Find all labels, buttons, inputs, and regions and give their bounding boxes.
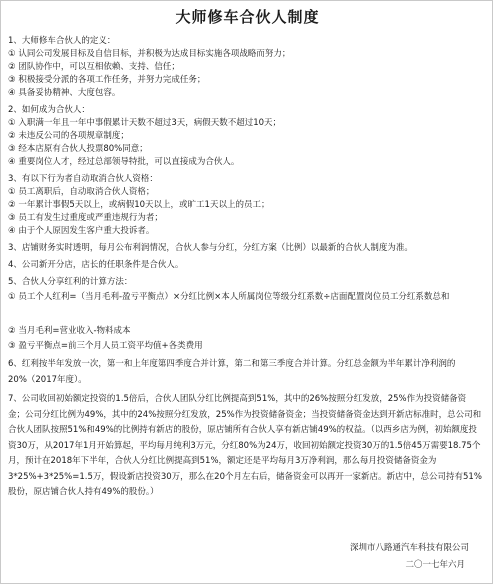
list-item: ③ 积极接受分派的各项工作任务，并努力完成任务； — [8, 75, 206, 85]
formula-text: ① 员工个人红利=（当月毛利-盈亏平衡点）×分红比例×本人所属岗位等级分红系数÷店面配置岗位员工分红系数总和 — [8, 292, 450, 302]
section-7-paragraph: 7、公司收回初始额定投资的1.5倍后，合伙人团队分红比例提高到51%，其中的26%按照分红发放，25%作为投资储备资金；公司分红比例为49%，其中的24%按照分红发放，25%作为投资储备资金；当投资储备资金达到开新店标准时，总公司和合伙人团队按照51%和49%的比例持有新店的股份，原店铺所有合伙人享有新店铺49%的权益。（以西乡店为例，初始额度投资30万，从2017年1月开始算起，平均每月纯利3万元，分红80%为24万，收回初始额定投资30万的1.5倍45万需要18.75个月，预计在2018年下半年，合伙人分红比例提高到51%，额定还是平均每月3万净利润，那么每月投资储备资金为3*25%+3*25%=1.5万，假设新店投资30万，那么在20个月左右后，储备资金可以再开一家新店。新店中，总公司持有51%股份，原店铺合伙人持有49%的股份。） — [8, 394, 482, 497]
list-item: ① 认同公司发展目标及自信目标，并积极为达成目标实施各项战略而努力； — [8, 49, 291, 59]
document-date: 二〇一七年六月 — [405, 560, 465, 570]
list-item: ① 入职满一年且一年中事假累计天数不超过3天，病假天数不超过10天； — [8, 118, 282, 128]
section-4-paragraph: 4、公司新开分店，店长的任职条件是合伙人。 — [8, 260, 184, 270]
section-3-heading: 3、有以下行为者自动取消合伙人资格： — [8, 174, 158, 184]
section-5-heading: 5、合伙人分享红利的计算方法： — [8, 277, 133, 287]
list-item: ③ 员工有发生过重度或严重违规行为者； — [8, 213, 163, 223]
section-1-heading: 1、大师修车合伙人的定义： — [8, 36, 116, 46]
list-item: ② 未违反公司的各项规章制度； — [8, 131, 129, 141]
list-item: ④ 由于个人原因发生客户重大投诉者。 — [8, 226, 155, 236]
section-6-paragraph: 6、红利按半年发放一次，第一和上年度第四季度合并计算，第二和第三季度合并计算。分红总金额为半年累计净利润的20%（2017年度）。 — [8, 359, 456, 385]
section-2-heading: 2、如何成为合伙人： — [8, 105, 90, 115]
list-item: ② 一年累计事假5天以上，或病假10天以上，或旷工1天以上的员工； — [8, 200, 270, 210]
list-item: ④ 重要岗位人才，经过总部领导特批，可以直接成为合伙人。 — [8, 157, 240, 167]
formula-individual-bonus — [8, 289, 482, 305]
section-3b-paragraph: 3、店铺财务实时透明，每月公布利润情况，合伙人参与分红，分红方案（比例）以最新的合伙人制度为准。 — [8, 243, 413, 253]
list-item: ② 团队协作中，可以互相依赖、支持、信任； — [8, 62, 180, 72]
formula-breakeven: ③ 盈亏平衡点=前三个月人员工资平均值+各类费用 — [8, 341, 203, 351]
list-item: ① 员工离职后，自动取消合伙人资格； — [8, 187, 155, 197]
document-title: 大师修车合伙人制度 — [175, 8, 320, 26]
formula-gross-profit: ② 当月毛利=营业收入-物料成本 — [8, 326, 131, 336]
list-item: ④ 具备妥协精神、大度包容。 — [8, 88, 121, 98]
list-item: ③ 经本店原有合伙人投票80%同意； — [8, 144, 148, 154]
company-signature: 深圳市八路通汽车科技有限公司 — [349, 543, 469, 553]
